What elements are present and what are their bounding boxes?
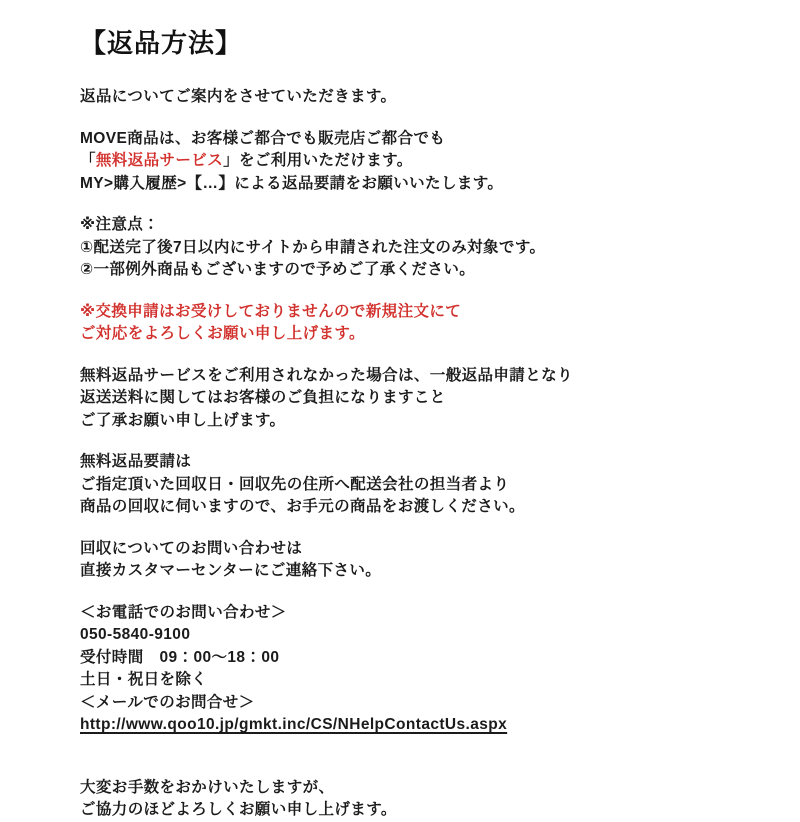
closing-paragraph xyxy=(80,777,744,822)
general-return-paragraph xyxy=(80,365,744,433)
intro-paragraph xyxy=(80,86,744,109)
business-hours: 受付時間 09：00～18：00 xyxy=(80,648,280,666)
notes-heading: ※注意点： xyxy=(80,216,160,233)
contact-url-link[interactable]: http://www.qoo10.jp/gmkt.inc/CS/NHelpContactUs.aspx xyxy=(80,716,508,733)
contact-paragraph xyxy=(80,602,744,737)
mail-contact-heading: ＜メールでのお問合せ＞ xyxy=(80,693,255,711)
phone-contact-heading: ＜お電話でのお問い合わせ＞ xyxy=(80,603,287,621)
page-title: 【返品方法】 xyxy=(80,28,243,58)
notes-paragraph xyxy=(80,214,744,282)
service-line-3: MY>購入履歴>【…】による返品要請をお願いいたします。 xyxy=(80,174,504,192)
exchange-warning-paragraph xyxy=(80,301,744,346)
general-return-line-3: ご了承お願い申し上げます。 xyxy=(80,411,286,429)
pickup-line-2: ご指定頂いた回収日・回収先の住所へ配送会社の担当者より xyxy=(80,475,510,493)
service-line-1: MOVE商品は、お客様ご都合でも販売店ご都合でも xyxy=(80,129,446,147)
notes-item-2: ②一部例外商品もございますので予めご了承ください。 xyxy=(80,261,476,278)
pickup-line-3: 商品の回収に伺いますので、お手元の商品をお渡しください。 xyxy=(80,498,525,515)
closing-line-2: ご協力のほどよろしくお願い申し上げます。 xyxy=(80,801,397,818)
service-line-2 xyxy=(80,150,744,173)
inquiry-paragraph xyxy=(80,538,744,583)
service-line-2-suffix: 」をご利用いただけます。 xyxy=(223,152,413,169)
service-line-2-prefix: 「 xyxy=(80,152,96,169)
intro-text: 返品についてご案内をさせていただきます。 xyxy=(80,88,397,105)
exchange-warning-line-1: ※交換申請はお受けしておりませんので新規注文にて xyxy=(80,302,462,320)
general-return-line-2: 返送送料に関してはお客様のご負担になりますこと xyxy=(80,389,446,406)
pickup-paragraph xyxy=(80,451,744,519)
free-return-service-highlight: 無料返品サービス xyxy=(95,152,224,169)
notes-item-1: ①配送完了後7日以内にサイトから申請された注文のみ対象です。 xyxy=(80,238,546,256)
contact-url-line xyxy=(80,714,744,737)
closed-days: 土日・祝日を除く xyxy=(80,671,208,688)
closing-line-1: 大変お手数をおかけいたしますが、 xyxy=(80,778,335,796)
free-return-service-paragraph xyxy=(80,128,744,196)
phone-number: 050-5840-9100 xyxy=(80,626,191,643)
inquiry-line-1: 回収についてのお問い合わせは xyxy=(80,539,303,557)
inquiry-line-2: 直接カスタマーセンターにご連絡下さい。 xyxy=(80,562,382,579)
exchange-warning-line-2: ご対応をよろしくお願い申し上げます。 xyxy=(80,325,365,342)
pickup-line-1: 無料返品要請は xyxy=(80,453,192,470)
general-return-line-1: 無料返品サービスをご利用されなかった場合は、一般返品申請となり xyxy=(80,366,573,384)
